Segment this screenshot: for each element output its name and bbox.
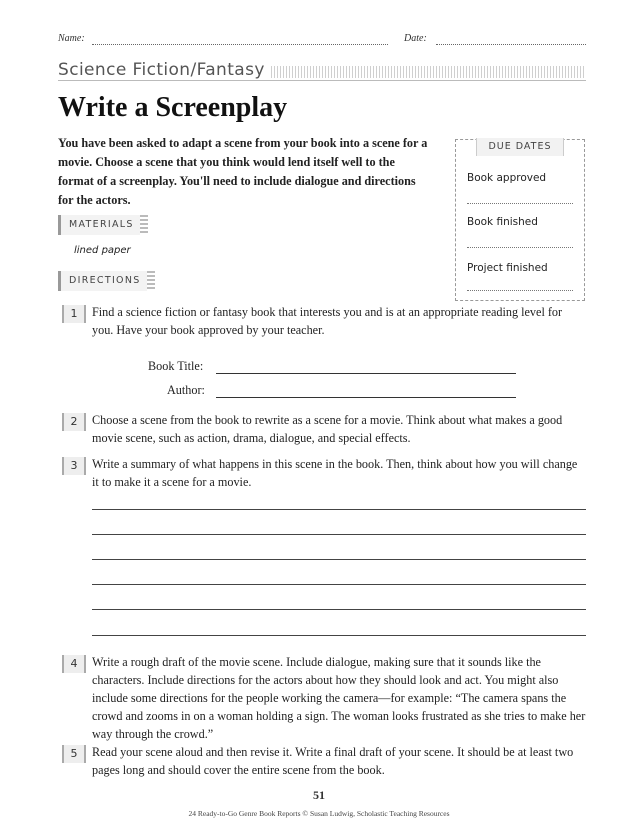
- step-number-5: 5: [62, 745, 86, 763]
- page-number: 51: [313, 788, 325, 802]
- author-label: Author:: [167, 383, 205, 397]
- book-title-label: Book Title:: [148, 359, 204, 373]
- due-dates-heading: DUE DATES: [476, 138, 564, 156]
- name-label: Name:: [58, 33, 85, 44]
- name-field[interactable]: [92, 44, 388, 45]
- step-number-4: 4: [62, 655, 86, 673]
- summary-line[interactable]: [92, 584, 586, 585]
- summary-line[interactable]: [92, 509, 586, 510]
- step-text-1: Find a science fiction or fantasy book that interests you and is at an appropriate reading level for you. Have your book approved by your teacher.: [92, 305, 563, 337]
- book-title-field[interactable]: [216, 373, 516, 374]
- due-item-project-finished: Project finished: [467, 262, 548, 274]
- step-text-3: Write a summary of what happens in this scene in the book. Then, think about how you will change it to make it a scene for a movie.: [92, 457, 578, 489]
- subject-heading: Science Fiction/Fantasy: [58, 60, 271, 80]
- intro-text: You have been asked to adapt a scene from your book into a scene for a movie. Choose a scene that you think would lend itself well to the format of a screenplay. You'll need to include dialogue and directions for the actors.: [58, 136, 428, 207]
- footer-credit: 24 Ready-to-Go Genre Book Reports © Susan Ludwig, Scholastic Teaching Resources: [188, 809, 450, 818]
- summary-line[interactable]: [92, 635, 586, 636]
- page-title: Write a Screenplay: [58, 92, 288, 123]
- step-text-4: Write a rough draft of the movie scene. Include dialogue, making sure that it sounds like the characters. Include directions for the actors about how they should look and act. You might also include some directions for the people working the camera—for example: “The camera spans the crowd and zooms in on a woman holding a sign. The woman looks frustrated as she tries to make her way through the crowd.”: [92, 655, 586, 741]
- date-label: Date:: [404, 33, 427, 44]
- due-item-book-finished: Book finished: [467, 216, 538, 228]
- materials-label: MATERIALS: [58, 215, 148, 235]
- subject-divider: [58, 80, 586, 81]
- directions-label: DIRECTIONS: [58, 271, 155, 291]
- summary-line[interactable]: [92, 534, 586, 535]
- date-field[interactable]: [436, 44, 586, 45]
- summary-line[interactable]: [92, 609, 586, 610]
- step-text-2: Choose a scene from the book to rewrite as a scene for a movie. Think about what makes a good movie scene, such as action, drama, dialogue, and special effects.: [92, 413, 563, 445]
- due-dates-box: [455, 139, 585, 301]
- due-line-project-finished[interactable]: [467, 290, 573, 291]
- due-line-book-finished[interactable]: [467, 247, 573, 248]
- step-number-1: 1: [62, 305, 86, 323]
- summary-line[interactable]: [92, 559, 586, 560]
- step-number-2: 2: [62, 413, 86, 431]
- due-item-book-approved: Book approved: [467, 172, 547, 184]
- due-line-book-approved[interactable]: [467, 203, 573, 204]
- materials-value: lined paper: [74, 245, 131, 256]
- step-number-3: 3: [62, 457, 86, 475]
- author-field[interactable]: [216, 397, 516, 398]
- step-text-5: Read your scene aloud and then revise it. Write a final draft of your scene. It should be at least two pages long and should cover the entire scene from the book.: [92, 745, 574, 777]
